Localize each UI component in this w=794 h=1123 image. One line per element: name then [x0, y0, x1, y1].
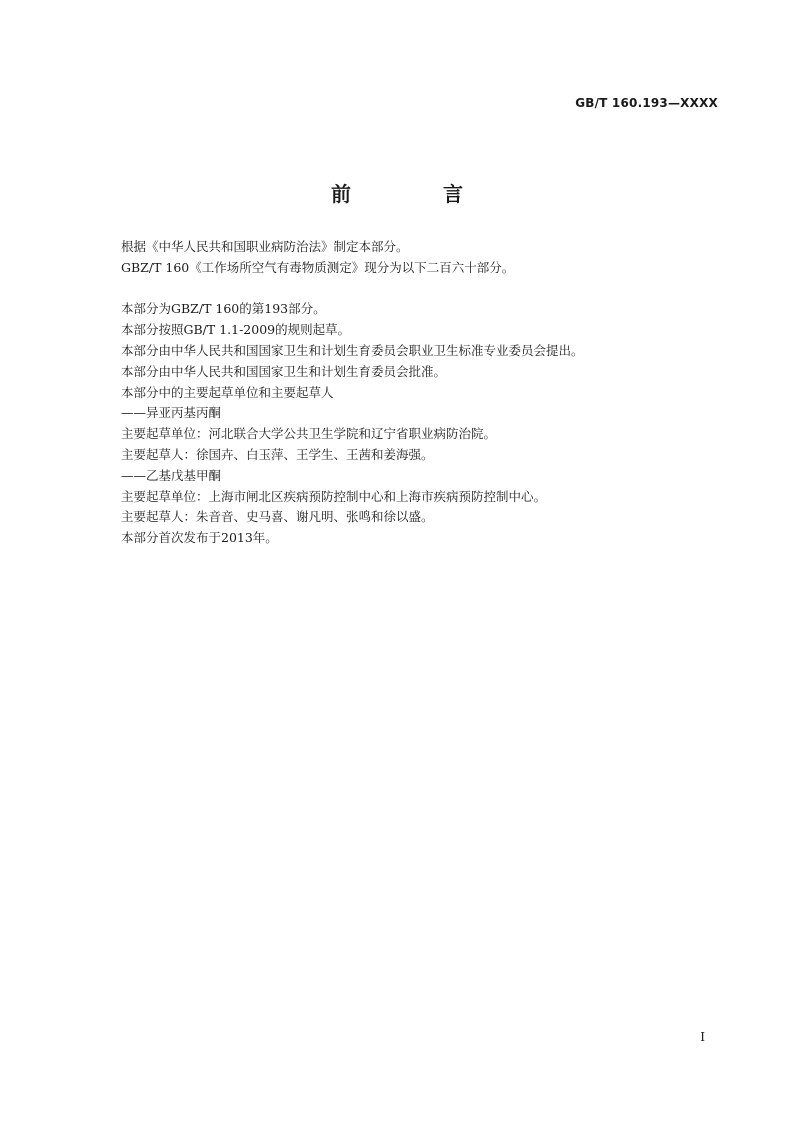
page-title: 前 言 — [331, 182, 499, 206]
preface-body — [121, 237, 721, 549]
page-number: I — [700, 1030, 705, 1044]
paragraph: 主要起草人：徐国卉、白玉萍、王学生、王茜和姜海强。 — [121, 446, 434, 462]
paragraph: 主要起草单位：河北联合大学公共卫生学院和辽宁省职业病防治院。 — [121, 426, 497, 442]
paragraph: GBZ/T 160《工作场所空气有毒物质测定》现分为以下二百六十部分。 — [121, 259, 515, 275]
paragraph: 本部分由中华人民共和国国家卫生和计划生育委员会职业卫生标准专业委员会提出。 — [121, 342, 584, 358]
paragraph: 本部分按照GB/T 1.1-2009的规则起草。 — [121, 322, 351, 338]
compound-heading: ——乙基戊基甲酮 — [121, 467, 222, 483]
paragraph: 本部分由中华人民共和国国家卫生和计划生育委员会批准。 — [121, 363, 447, 379]
paragraph: 主要起草人：朱音音、史马喜、谢凡明、张鸣和徐以盛。 — [121, 509, 434, 525]
paragraph: 本部分为GBZ/T 160的第193部分。 — [121, 301, 326, 317]
paragraph: 根据《中华人民共和国职业病防治法》制定本部分。 — [121, 239, 409, 254]
paragraph-gap — [121, 279, 721, 300]
compound-heading: ——异亚丙基丙酮 — [121, 405, 222, 421]
paragraph: 本部分首次发布于2013年。 — [121, 530, 278, 546]
paragraph: 主要起草单位：上海市闸北区疾病预防控制中心和上海市疾病预防控制中心。 — [121, 488, 547, 504]
standard-code: GB/T 160.193—XXXX — [575, 96, 718, 110]
paragraph: 本部分中的主要起草单位和主要起草人 — [121, 384, 334, 400]
